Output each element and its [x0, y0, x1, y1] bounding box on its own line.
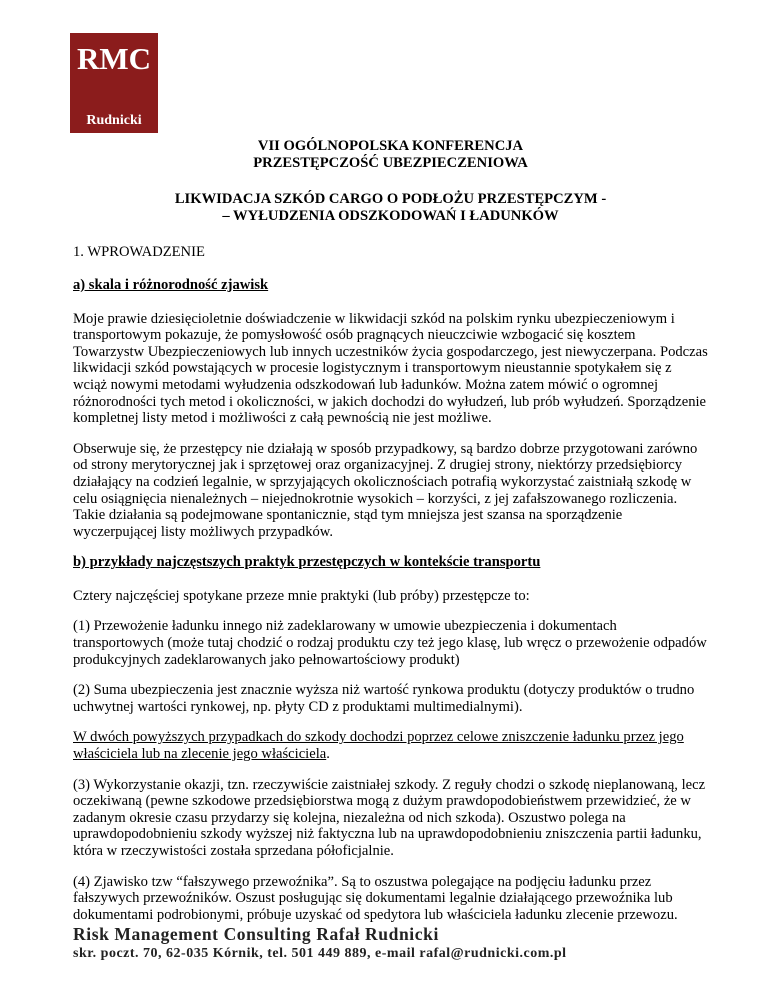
document-title-1: LIKWIDACJA SZKÓD CARGO O PODŁOŻU PRZESTĘPCZYM - [174, 191, 607, 208]
paragraph-7: (3) Wykorzystanie okazji, tzn. rzeczywiście zaistniałej szkody. Z reguły chodzi o szkodę nieplanowaną, lecz oczekiwaną (pewne szkodowe przedsiębiorstwa mogą z dużym prawdopodobieństwem przewidzieć, że w zadanym okresie czasu przydarzy się kolejna, niezależna od nich szkoda). Oszustwo polega na uprawdopodobnieniu szkody wyższej niż faktyczna lub na uprawdopodobnieniu zniszczenia partii ładunku, która w rzeczywistości została sprzedana półoficjalnie. [73, 776, 706, 859]
paragraph-6-underlined: W dwóch powyższych przypadkach do szkody dochodzi poprzez celowe zniszczenie ładunku przez jego właściciela lub na zlecenie jego właściciela [73, 729, 684, 763]
subsection-a-heading: a) skala i różnorodność zjawisk [73, 276, 269, 293]
paragraph-5: (2) Suma ubezpieczenia jest znacznie wyższa niż wartość rynkowa produktu (dotyczy produktów o trudno uchwytnej wartości rynkowej, np. płyty CD z produktami multimedialnymi). [73, 682, 695, 715]
paragraph-6 [73, 729, 708, 762]
paragraph-3: Cztery najczęściej spotykane przeze mnie praktyki (lub próby) przestępcze to: [73, 587, 530, 604]
document-title-2: – WYŁUDZENIA ODSZKODOWAŃ I ŁADUNKÓW [222, 207, 559, 224]
paragraph-8: (4) Zjawisko tzw “fałszywego przewoźnika”. Są to oszustwa polegające na podjęciu ładunku przez fałszywych przewoźników. Oszust posługując się dokumentami legalnie działającego przewoźnika lub dokumentami podrobionymi, próbuje uzyskać od spedytora lub właściciela ładunku zlecenie przewozu. [73, 873, 678, 923]
page-footer [73, 924, 733, 964]
logo-title: RMC [76, 41, 152, 76]
conference-line-2: PRZESTĘPCZOŚĆ UBEZPIECZENIOWA [253, 154, 528, 171]
paragraph-2: Obserwuje się, że przestępcy nie działają w sposób przypadkowy, są bardzo dobrze przygotowani zarówno od strony merytorycznej jak i sprzętowej oraz organizacyjnej. Z drugiej strony, niektórzy przedsiębiorcy działający na codzień legalnie, w sprzyjających okolicznościach potrafią wykorzystać zaistniałą szkodę w celu osiągnięcia nienależnych – niejednokrotnie wysokich – korzyści, z jej zafałszowanego rozliczenia. Takie działania są podejmowane spontanicznie, stąd tym mniejsza jest szansa na sporządzenie wyczerpującej listy możliwych przypadków. [73, 440, 698, 540]
footer-company: Risk Management Consulting Rafał Rudnicki [73, 924, 439, 944]
logo-subtitle: Rudnicki [86, 113, 142, 128]
subsection-b-heading: b) przykłady najczęstszych praktyk przestępczych w kontekście transportu [73, 554, 541, 571]
paragraph-1: Moje prawie dziesięcioletnie doświadczenie w likwidacji szkód na polskim rynku ubezpieczeniowym i transportowym pokazuje, że pomysłowość osób pragnących nieuczciwie wzbogacić się kosztem Towarzystw Ubezpieczeniowych lub innych uczestników życia gospodarczego, jest niewyczerpana. Podczas likwidacji szkód powstających w procesie logistycznym i transportowym nieustannie spotykałem się z wciąż nowymi metodami wyłudzenia odszkodowań lub ładunków. Można zatem mówić o ogromnej różnorodności tych metod i okoliczności, w jakich dochodzi do wyłudzeń, lub prób wyłudzeń. Sporządzenie kompletnej listy metod i możliwości z całą pewnością nie jest możliwe. [73, 310, 708, 427]
paragraph-4: (1) Przewożenie ładunku innego niż zadeklarowany w umowie ubezpieczenia i dokumentach transportowych (może tutaj chodzić o rodzaj produktu czy też jego klasę, lub wręcz o przewożenie odpadów produkcyjnych zadeklarowanych jako pełnowartościowy produkt) [73, 618, 707, 668]
conference-line-1: VII OGÓLNOPOLSKA KONFERENCJA [257, 138, 524, 154]
company-logo [70, 33, 158, 133]
document-body [73, 135, 708, 937]
section-heading: 1. WPROWADZENIE [73, 244, 205, 261]
paragraph-6-end: . [326, 746, 330, 763]
footer-address: skr. poczt. 70, 62-035 Kórnik, tel. 501 449 889, e-mail rafal@rudnicki.com.pl [73, 946, 567, 961]
